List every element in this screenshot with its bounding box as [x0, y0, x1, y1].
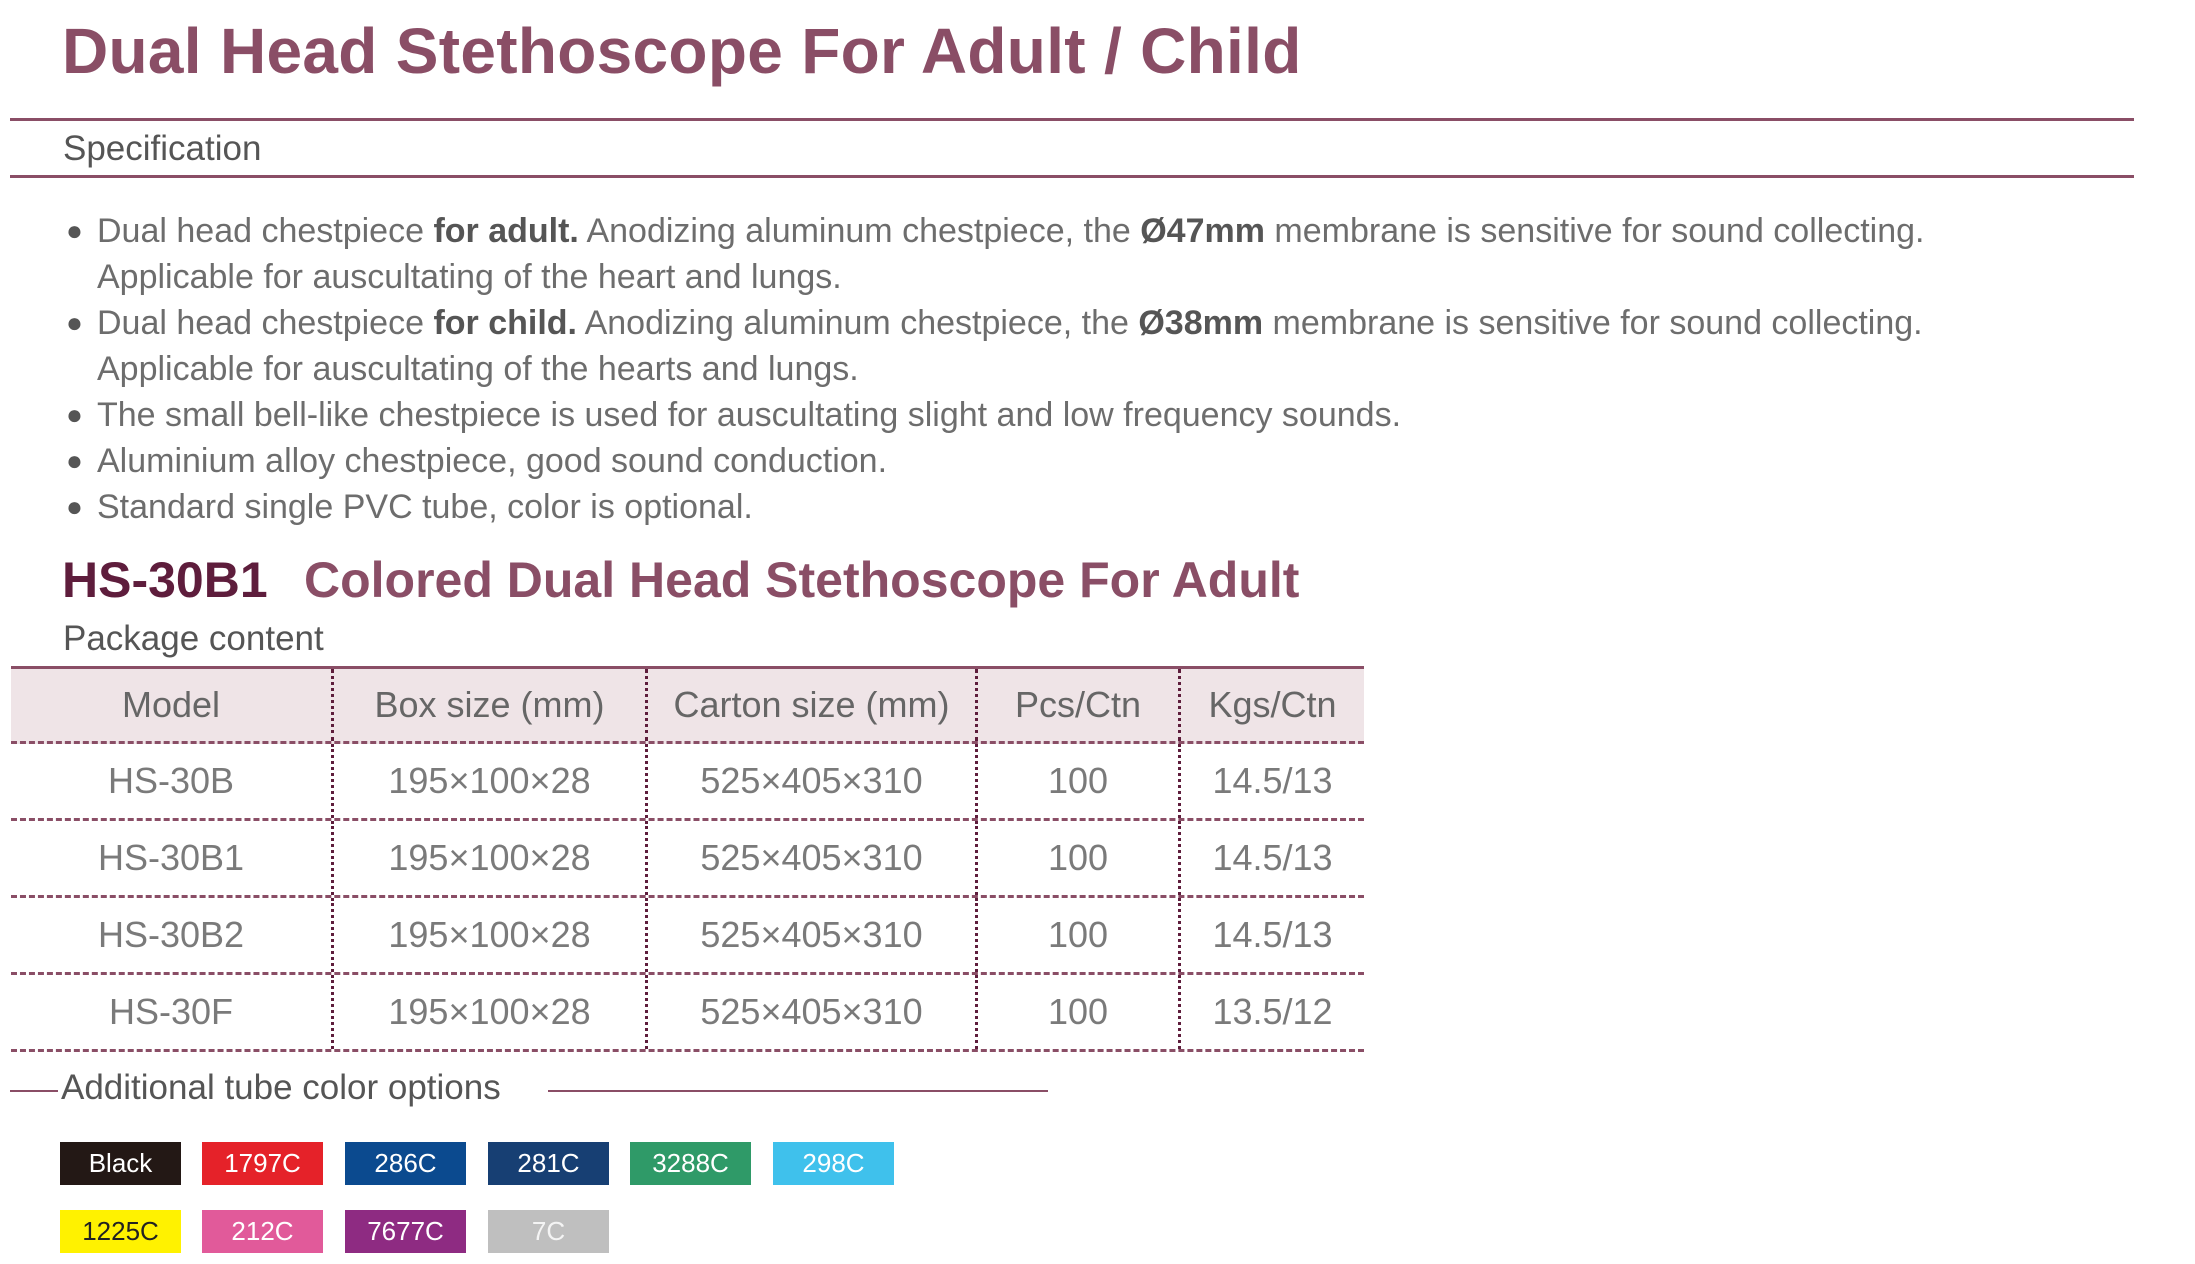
tube-colors-heading: [10, 1068, 1050, 1114]
cell-carton-size: 525×405×310: [648, 821, 978, 895]
cell-kgs-ctn: 14.5/13: [1212, 914, 1333, 955]
cell-carton-size: 525×405×310: [648, 744, 978, 818]
cell-box-size: 195×100×28: [334, 821, 648, 895]
color-swatch-7677c: 7677C: [345, 1210, 466, 1253]
cell-kgs-ctn: 13.5/12: [1212, 991, 1333, 1032]
cell-pcs-ctn: 100: [978, 975, 1181, 1049]
spec-membrane-size: Ø38mm: [1138, 304, 1264, 342]
cell-box-size: 195×100×28: [334, 744, 648, 818]
specification-heading: Specification: [63, 129, 262, 168]
spec-emphasis: for child.: [433, 304, 578, 342]
table-row: [11, 975, 1364, 1052]
color-swatch-298c: 298C: [773, 1142, 894, 1185]
page-title: Dual Head Stethoscope For Adult / Child: [62, 15, 1302, 87]
column-header-carton-size: Carton size (mm): [648, 669, 978, 741]
color-swatch-3288c: 3288C: [630, 1142, 751, 1185]
spec-item-bell: [66, 392, 2176, 438]
color-swatch-black: Black: [60, 1142, 181, 1185]
spec-text: Anodizing aluminum chestpiece, the: [578, 212, 1141, 250]
cell-kgs-ctn: 14.5/13: [1212, 760, 1333, 801]
bullet-icon: ●: [66, 307, 83, 338]
cell-kgs-ctn: 14.5/13: [1212, 837, 1333, 878]
spec-text: membrane is sensitive for sound collecting.: [1264, 212, 1925, 250]
column-header-pcs-ctn: Pcs/Ctn: [978, 669, 1181, 741]
bullet-icon: ●: [66, 215, 83, 246]
color-swatch-1797c: 1797C: [202, 1142, 323, 1185]
tube-colors-label: Additional tube color options: [61, 1068, 501, 1107]
bullet-icon: ●: [66, 491, 83, 522]
spec-text: Standard single PVC tube, color is optional.: [97, 488, 753, 526]
column-header-box-size: Box size (mm): [334, 669, 648, 741]
heading-rule: [548, 1090, 1048, 1092]
column-header-kgs-ctn: Kgs/Ctn: [1208, 684, 1337, 725]
spec-text: Dual head chestpiece: [97, 304, 434, 342]
spec-text-line2: Applicable for auscultating of the heart and lungs.: [97, 258, 842, 296]
bullet-icon: ●: [66, 399, 83, 430]
model-title: Colored Dual Head Stethoscope For Adult: [304, 552, 1300, 608]
spec-text: The small bell-like chestpiece is used for auscultating slight and low frequency sounds.: [97, 396, 1402, 434]
color-swatch-281c: 281C: [488, 1142, 609, 1185]
cell-model: HS-30F: [11, 975, 334, 1049]
cell-carton-size: 525×405×310: [648, 975, 978, 1049]
spec-item-tube: [66, 484, 2176, 530]
color-swatch-7c: 7C: [488, 1210, 609, 1253]
table-row: [11, 821, 1364, 898]
color-swatch-286c: 286C: [345, 1142, 466, 1185]
title-divider: [10, 118, 2134, 121]
specification-divider: [10, 175, 2134, 178]
table-row: [11, 898, 1364, 975]
spec-item-child: [66, 300, 2176, 392]
cell-model: HS-30B1: [11, 821, 334, 895]
color-swatch-212c: 212C: [202, 1210, 323, 1253]
cell-model: HS-30B: [11, 744, 334, 818]
cell-model: HS-30B2: [11, 898, 334, 972]
specification-list: [66, 208, 2176, 530]
package-heading: Package content: [63, 619, 324, 658]
table-row: [11, 744, 1364, 821]
cell-box-size: 195×100×28: [334, 975, 648, 1049]
cell-pcs-ctn: 100: [978, 821, 1181, 895]
spec-item-adult: [66, 208, 2176, 300]
spec-text: Aluminium alloy chestpiece, good sound conduction.: [97, 442, 888, 480]
package-table: [11, 666, 1364, 1052]
spec-text: membrane is sensitive for sound collecting.: [1263, 304, 1923, 342]
spec-membrane-size: Ø47mm: [1140, 212, 1265, 250]
spec-emphasis: for adult.: [433, 212, 579, 250]
cell-box-size: 195×100×28: [334, 898, 648, 972]
cell-carton-size: 525×405×310: [648, 898, 978, 972]
table-header-row: [11, 669, 1364, 744]
heading-rule: [10, 1090, 58, 1092]
color-swatch-1225c: 1225C: [60, 1210, 181, 1253]
spec-text: Dual head chestpiece: [97, 212, 434, 250]
cell-pcs-ctn: 100: [978, 744, 1181, 818]
bullet-icon: ●: [66, 445, 83, 476]
column-header-model: Model: [11, 669, 334, 741]
cell-pcs-ctn: 100: [978, 898, 1181, 972]
spec-text-line2: Applicable for auscultating of the hearts and lungs.: [97, 350, 859, 388]
spec-item-alloy: [66, 438, 2176, 484]
model-code: HS-30B1: [62, 552, 268, 608]
spec-text: Anodizing aluminum chestpiece, the: [577, 304, 1139, 342]
